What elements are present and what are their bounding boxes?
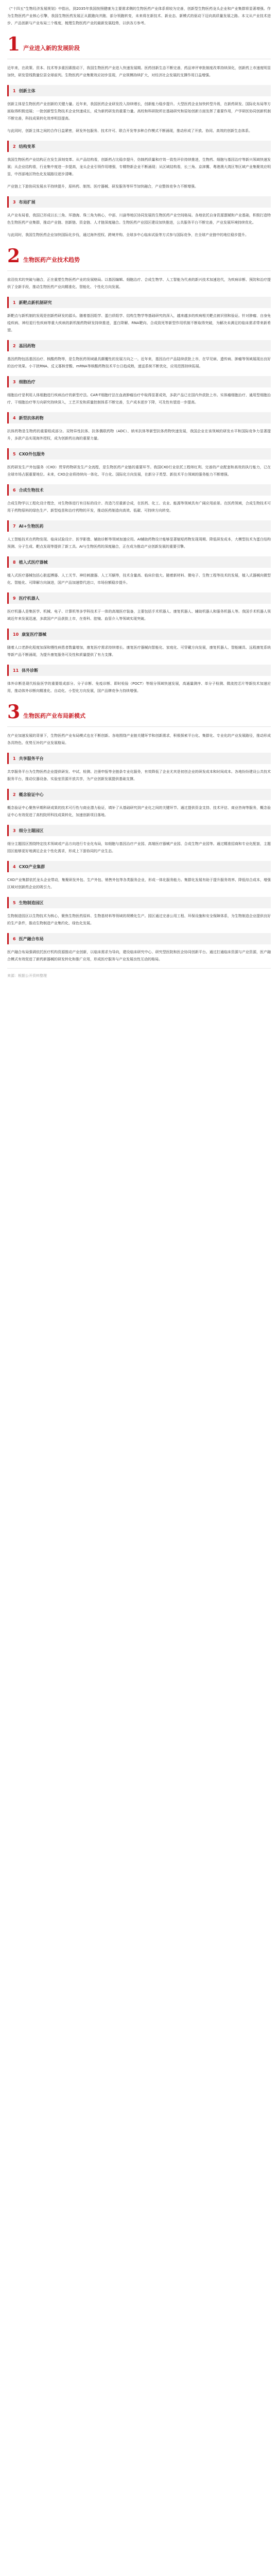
subsection-number: 3 — [13, 379, 16, 384]
subsection-number: 8 — [13, 560, 16, 565]
sections-container — [7, 35, 271, 963]
subsection-heading — [7, 520, 271, 532]
subsection-paragraph: 概念验证中心聚焦早期科研成果的技术可行性与商业潜力验证，填补了从基础研究到产业化之间的关键环节。通过提供资金支持、技术评估、商业咨询等服务，概念验证中心有效促进了高校院所科技成果转化，加速创新项目落地。 — [7, 806, 271, 817]
subsection-title: 医疗机器人 — [19, 596, 40, 601]
subsection-paragraph: 新靶点与新机制的发现是创新药研发的源头。随着基因组学、蛋白质组学、结构生物学等基础研究的深入，越来越多的疾病相关靶点被识别和验证。针对肿瘤、自身免疫疾病、神经退行性疾病等重大疾病的新机制药物研发持续推进，蛋白降解、RNA靶向、合成致死等新型作用机制不断取得突破，为解决未满足的临床需求带来新希望。 — [7, 314, 271, 332]
subsection-number: 4 — [13, 415, 16, 420]
subsection-title: 新靶点新机制研究 — [19, 300, 52, 305]
subsection-heading — [7, 196, 271, 208]
subsection-title: AI+生物医药 — [19, 523, 44, 529]
subsection-paragraph: 基因药物包括基因治疗、核酸药物等，是生物医药领域最具颠覆性的发展方向之一。近年来，基因治疗产品陆续获批上市，在罕见病、遗传病、肿瘤等领域展现出良好的治疗效果。小干扰RNA、反义寡核苷酸、mRNA等核酸药物技术平台日趋成熟，递送系统不断优化，应用范围持续拓展。 — [7, 357, 271, 368]
subsection-number: 6 — [13, 487, 16, 493]
subsection-title: CXO产业集群 — [19, 864, 45, 869]
subsection-paragraph: 与此同时，我国生物医药企业加快国际化步伐，通过海外授权、跨境并购、全球多中心临床试验等方式参与国际竞争，在全球产业链中的地位稳步提升。 — [7, 233, 249, 237]
subsection-paragraph: 与此同时，创新主体之间的合作日益紧密，研发外包服务、技术许可、联合开发等多种合作模式不断涌现，推动形成了开放、协同、高效的创新生态体系。 — [7, 129, 252, 133]
subsection-title: 体外诊断 — [22, 668, 39, 673]
section-title: 生物医药产业布局新模式 — [23, 713, 86, 719]
subsection-paragraph: CXO产业集群依托龙头企业带动，集聚研发外包、生产外包、销售外包等各类服务企业，形成一体化服务能力。集群化发展有助于提升服务效率、降低综合成本，增强区域对创新药企业的吸引力。 — [7, 878, 271, 889]
subsection-number: 11 — [13, 668, 19, 673]
subsection-paragraph: 医疗机器人是集医学、机械、电子、计算机等多学科技术于一体的高端医疗装备，主要包括手术机器人、康复机器人、辅助机器人和服务机器人等。我国手术机器人领域近年来发展迅速，多款国产产品获批上市，在骨科、腔镜、血管介入等领域实现突破。 — [7, 609, 271, 621]
subsection-heading — [7, 340, 271, 351]
subsection-number: 6 — [13, 936, 16, 941]
subsection-number: 7 — [13, 523, 16, 529]
subsection-paragraph: 细分主题园区围绕特定技术领域或产品方向进行专业化布局，如细胞与基因治疗产业园、高端医疗器械产业园、合成生物产业园等。通过精准招商和专业化配套，主题园区能够更好地满足企业个性化需求，形成上下游协同的产业生态。 — [7, 842, 271, 853]
subsection-heading — [7, 825, 271, 836]
subsection-title: 布局扩展 — [19, 199, 36, 205]
subsection-title: 细胞治疗 — [19, 379, 36, 384]
subsection-number: 2 — [13, 144, 16, 149]
subsection-title: 共享服务平台 — [19, 756, 44, 761]
subsection-paragraph: 医产融合布局强调依托医疗机构资源推动产业创新，以临床需求为导向，建设临床研究中心、研究型医院和医企协同创新平台。通过打通临床资源与产业资源，医产融合模式有效促进了新药新器械的研发转化和推广应用，形成医疗服务与产业发展良性互动的格局。 — [7, 950, 271, 961]
subsection-number: 4 — [13, 864, 16, 869]
footer-source: 来源：根据公开资料整理 — [7, 974, 47, 978]
article — [0, 0, 278, 979]
subsection-paragraph: 创新主体是生物医药产业创新的关键力量。近年来，我国医药企业研发投入持续增长，创新能力稳步提升。大型医药企业加快转型升级，在新药研发、国际化布局等方面取得积极进展；一批创新型生物技术企业快速成长，成为新药研发的重要力量。高校和科研院所在基础研究和原始创新方面发挥了重要作用，产学研医协同创新机制不断完善，科技成果转化效率明显提高。 — [7, 102, 271, 121]
section-title: 生物医药产业技术趋势 — [23, 257, 80, 263]
subsection-paragraph: 生物制造园区以生物技术为核心，聚焦生物医药原料、生物基材料等领域的规模化生产。园区通过完善公用工程、环保设施和安全保障体系，为生物制造企业提供良好的生产条件，推动生物制造产业集约化、绿色化发展。 — [7, 914, 271, 925]
subsection-paragraph: 从产业布局看，我国已形成以长三角、环渤海、珠三角为核心，中部、川渝等地区协同发展的生物医药产业空间格局。各地依托自身资源禀赋和产业基础，积极打造特色生物医药产业集群，推动产业链、创新链、资金链、人才链深度融合。生物医药产业园区建设加快推进，公共服务平台不断完善，产业发展环境持续优化。 — [7, 213, 271, 225]
subsection-paragraph: 共享服务平台为生物医药企业提供研发、中试、检测、注册申报等全链条专业化服务，有效降低了企业尤其是初创企业的研发成本和时间成本。各地纷纷建设公共技术服务平台，推动仪器设备、实验室资源开放共享，为产业创新发展提供基础支撑。 — [7, 770, 271, 781]
subsection-title: 康复医疗器械 — [22, 632, 47, 637]
subsection-number: 3 — [13, 828, 16, 833]
subsection-heading — [7, 484, 271, 496]
subsection-heading — [7, 933, 271, 944]
subsection-title: CXO外包服务 — [19, 451, 45, 456]
subsection-heading — [7, 753, 271, 764]
subsection-paragraph: 我国生物医药产业结构正在发生深刻变革。从产品结构看，创新药占比稳步提升，仿制药质量和疗效一致性评价持续推进，生物药、细胞与基因治疗等新兴领域快速发展；从企业结构看，行业集中度进一步提高，龙头企业引领作用增强，专精特新企业不断涌现；从区域结构看，长三角、京津冀、粤港澳大湾区等区域产业集聚效应明显，中西部地区特色化发展路径逐步清晰。 — [7, 158, 271, 176]
subsection-paragraph: 随着人口老龄化程度加深和慢性病患者数量增加，康复医疗需求持续增长。康复医疗器械向智能化、家庭化、可穿戴方向发展，康复机器人、智能辅具、远程康复系统等新产品不断涌现，为提升康复服务可及性和质量提供了有力支撑。 — [7, 646, 271, 657]
subsection-heading — [7, 297, 271, 308]
section-number: 3 — [7, 701, 21, 723]
subsection-title: 植入式医疗器械 — [19, 560, 48, 565]
subsection-heading — [7, 376, 271, 387]
section-divider — [7, 726, 271, 727]
subsection-title: 细分主题园区 — [19, 828, 44, 833]
subsection-heading — [7, 861, 271, 872]
subsection-title: 基因药物 — [19, 343, 36, 348]
subsection-heading — [7, 629, 271, 640]
subsection-number: 3 — [13, 199, 16, 205]
subsection-number: 2 — [13, 343, 16, 348]
subsection-number: 1 — [13, 756, 16, 761]
subsection-title: 医产融合布局 — [19, 936, 44, 941]
subsection-heading — [7, 85, 271, 96]
subsection-paragraph: 产业链上下游协同发展水平持续提升，原料药、制剂、医疗器械、研发服务等环节加快融合，产业整体竞争力不断增强。 — [7, 184, 198, 189]
subsection-number: 5 — [13, 900, 16, 905]
section-divider — [7, 270, 271, 271]
subsection-title: 结构变革 — [19, 144, 36, 149]
subsection-number: 2 — [13, 792, 16, 797]
subsection-title: 概念验证中心 — [19, 792, 44, 797]
subsection-heading — [7, 592, 271, 604]
subsection-number: 1 — [13, 88, 16, 93]
subsection-number: 9 — [13, 596, 16, 601]
subsection-paragraph: 合成生物学以工程化设计理念，对生物体进行有目标的设计、改造乃至重新合成，在医药、化工、农业、能源等领域具有广阔应用前景。在医药领域，合成生物技术可用于药物原料的绿色生产、新型疫苗和治疗药物的开发，推动医药制造向高效、低碳、可持续方向转变。 — [7, 501, 271, 513]
section-heading — [7, 703, 271, 721]
subsection-title: 创新主体 — [19, 88, 36, 93]
subsection-paragraph: 体外诊断是现代检验医学的重要组成部分。分子诊断、免疫诊断、即时检验（POCT）等细分领域快速发展，高通量测序、单分子检测、微流控芯片等新技术加速应用，推动体外诊断向精准化、自动化、小型化方向发展，国产品牌竞争力持续增强。 — [7, 682, 271, 693]
section-title: 产业进入新的发展阶段 — [23, 45, 80, 52]
footer-divider — [7, 968, 271, 969]
intro-paragraph: 《“十四五”生物经济发展规划》中指出，到2035年我国按照健康为主要需求侧的生物医药产业体系将较为完善，创新型生物医药龙头企业和产业集群将显著增强。作为生物医药产业核心引擎，我国生物医药发展正从跟跑向并跑、部分领跑转变，未来将在新技术、新业态、新模式的驱动下迈向高质量发展之路。本文从产业技术进步、产品创新与产业布局三个维度，梳理生物医药产业的最新发展趋势，以供各方参考。 — [7, 7, 271, 25]
section-paragraph: 前沿技术的突破与融合，正在重塑生物医药产业的发展格局。以基因编辑、细胞治疗、合成生物学、人工智能为代表的新兴技术加速迭代，为疾病诊断、预防和治疗提供了全新手段，推动生物医药产业向精准化、智能化、个性化方向发展。 — [7, 278, 271, 289]
section-heading — [7, 35, 271, 54]
subsection-title: 合成生物技术 — [19, 487, 44, 493]
subsection-paragraph: 植入式医疗器械包括心脏起搏器、人工关节、神经刺激器、人工耳蜗等，技术含量高、临床价值大。随着新材料、微电子、生物工程等技术的发展，植入式器械向微型化、智能化、可降解方向演进，国产产品加速替代进口，市场份额稳步提升。 — [7, 573, 271, 585]
subsection-paragraph: 医药研发生产外包服务（CXO）贯穿药物研发生产全流程，是生物医药产业链的重要环节。我国CXO行业依托工程师红利、完善的产业配套和高效的执行能力，已在全球市场占据重要地位。未来，CXO企业将持续向一体化、平台化、国际化方向发展，在新分子类型、新技术平台领域的服务能力不断增强。 — [7, 465, 271, 477]
section-number: 1 — [7, 33, 21, 55]
subsection-heading — [7, 448, 271, 460]
subsection-number: 5 — [13, 451, 16, 456]
subsection-title: 生物制造园区 — [19, 900, 44, 905]
subsection-heading — [7, 897, 271, 908]
subsection-heading — [7, 665, 271, 676]
subsection-heading — [7, 556, 271, 568]
subsection-number: 1 — [13, 300, 16, 305]
subsection-paragraph: 人工智能技术在药物发现、临床试验设计、医学影像、辅助诊断等领域加速应用。AI辅助药物设计能够显著缩短药物发现周期、降低研发成本，大模型技术为蛋白结构预测、分子生成、靶点发现等提供了新工具。AI与生物医药的深度融合，正在成为推动产业创新发展的重要引擎。 — [7, 537, 271, 549]
section-paragraph: 在产业加速发展的背景下，生物医药产业布局模式也在不断创新。各地围绕产业链关键环节和创新需求，积极探索平台化、集群化、专业化的产业发展路径，推动形成各具特色、优势互补的产业发展格局。 — [7, 734, 271, 745]
subsection-heading — [7, 789, 271, 800]
section-paragraph: 近年来，在政策、资本、技术等多重因素推动下，我国生物医药产业进入快速发展期。医药创新生态不断完善，药品审评审批制度改革持续深化，创新药上市速度明显加快，研发管线数量位居全球前列。生物医药产业集聚效应初步显现，产业规模持续扩大，对经济社会发展的支撑作用日益增强。 — [7, 66, 271, 77]
subsection-number: 10 — [13, 632, 19, 637]
subsection-heading — [7, 141, 271, 152]
section-heading — [7, 247, 271, 265]
section-number: 2 — [7, 245, 21, 267]
subsection-title: 新型抗体药物 — [19, 415, 44, 420]
subsection-heading — [7, 412, 271, 423]
subsection-paragraph: 抗体药物是生物药的重要组成部分。双特异性抗体、抗体偶联药物（ADC）、纳米抗体等新型抗体药物快速发展，我国企业在该领域的研发水平和国际竞争力显著提升，多款产品实现海外授权，成为创新药出海的重要力量。 — [7, 429, 271, 440]
subsection-paragraph: 细胞治疗是利用人体细胞进行疾病治疗的新型疗法。CAR-T细胞疗法在血液肿瘤治疗中取得显著成效，多款产品已在国内外获批上市。实体瘤细胞治疗、通用型细胞治疗、干细胞治疗等方向研究持续深入，工艺开发和质量控制体系不断完善，生产成本逐步下降，可及性有望进一步提高。 — [7, 393, 271, 404]
